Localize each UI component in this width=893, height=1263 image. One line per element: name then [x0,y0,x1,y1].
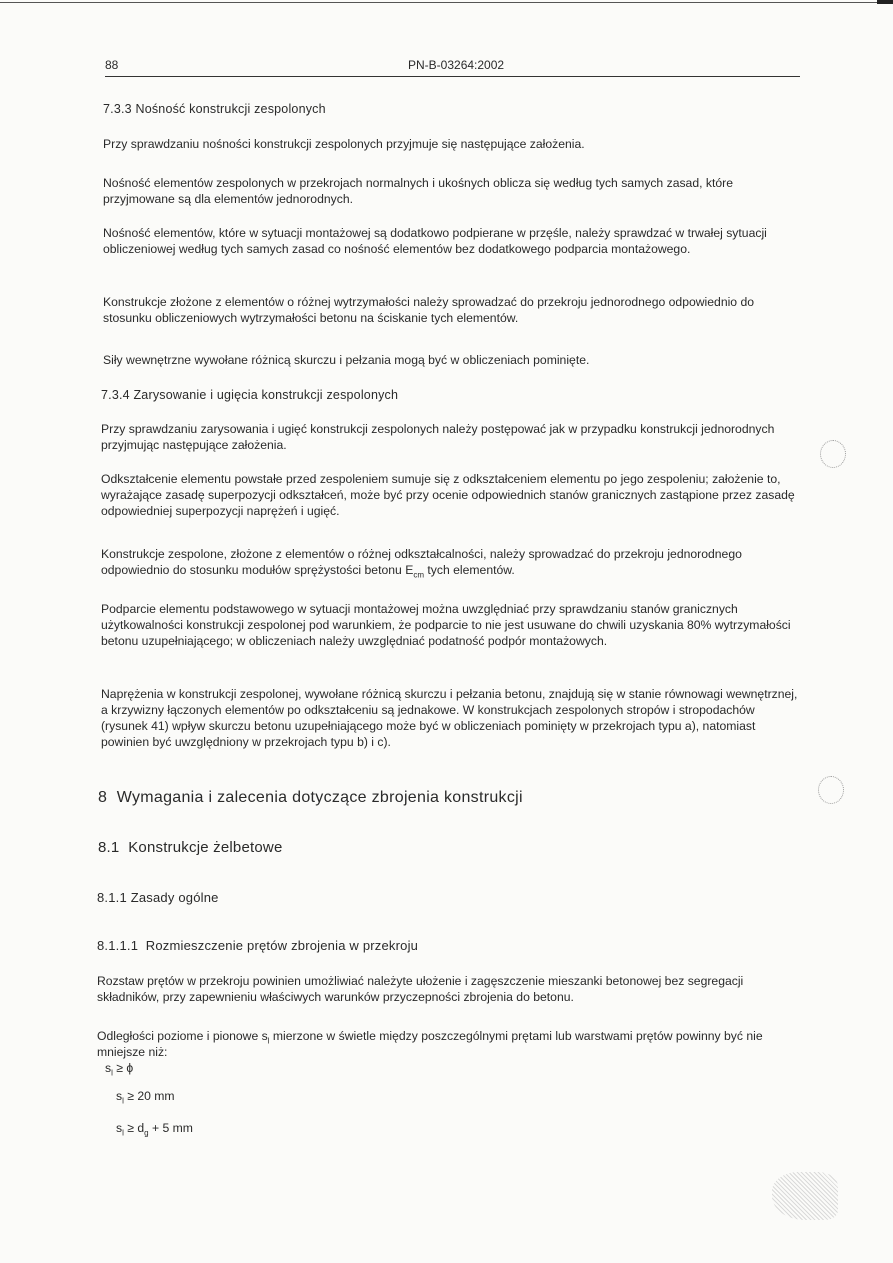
scan-artifact [772,1172,838,1220]
paragraph: Odległości poziome i pionowe $s_l$ mierzone w świetle między poszczególnymi prętami lub warstwami prętów powinny być nie mniejsze niż: [97,1029,763,1059]
paragraph: Odkształcenie elementu powstałe przed zespoleniem sumuje się z odkształceniem elementu po jego zespoleniu; założenie to, wyrażające zasadę superpozycji odkształceń, może być przy ocenie odpowiednich stanów granicznych zastąpione przez zasadę odpowiedniej superpozycji naprężeń i ugięć. [101,472,795,518]
paragraph: Siły wewnętrzne wywołane różnicą skurczu i pełzania mogą być w obliczeniach pominięte. [103,353,590,367]
scan-top-edge [0,2,893,3]
page-header [105,58,800,78]
paragraph: Nośność elementów, które w sytuacji montażowej są dodatkowo podpierane w przęśle, należy sprawdzać w trwałej sytuacji obliczeniowej według tych samych zasad co nośność elementów bez dodatkowego podparcia montażowego. [103,226,767,256]
paragraph-text: tych elementów. [427,563,515,577]
page-number: 88 [105,58,119,72]
header-rule [105,76,800,77]
scan-edge-mark [877,0,893,4]
section-heading-8-1-1: 8.1.1 Zasady ogólne [97,890,219,905]
paragraph-text: Konstrukcje zespolone, złożone z elementów o różnej odkształcalności, należy sprowadzać do przekroju jednorodnego odpowiednio do stosunku modułów sprężystości betonu [101,547,742,577]
paragraph: Przy sprawdzaniu zarysowania i ugięć konstrukcji zespolonych należy postępować jak w przypadku konstrukcji jednorodnych przyjmując następujące założenia. [101,422,775,452]
paragraph: Przy sprawdzaniu nośności konstrukcji zespolonych przyjmuje się następujące założenia. [103,137,585,151]
modulus-symbol: $E_{cm}$ [405,563,425,580]
paragraph: Nośność elementów zespolonych w przekrojach normalnych i ukośnych oblicza się według tych samych zasad, które przyjmowane są dla elementów jednorodnych. [103,176,733,206]
standard-code: PN-B-03264:2002 [408,58,505,72]
section-heading-8-1: 8.1 Konstrukcje żelbetowe [98,839,283,856]
section-heading-7-3-4: 7.3.4 Zarysowanie i ugięcia konstrukcji zespolonych [101,388,399,402]
paragraph: Konstrukcje złożone z elementów o różnej wytrzymałości należy sprowadzać do przekroju jednorodnego odpowiednio do stosunku obliczeniowych wytrzymałości betonu na ściskanie tych elementów. [103,295,755,325]
formula-min-20mm: $s_l \ge 20$ mm [116,1089,175,1106]
scan-artifact [820,440,846,468]
paragraph [101,546,800,578]
section-heading-7-3-3: 7.3.3 Nośność konstrukcji zespolonych [103,102,326,116]
paragraph: Naprężenia w konstrukcji zespolonej, wywołane różnicą skurczu i pełzania betonu, znajdują się w stanie równowagi wewnętrznej, a krzywizny łączonych elementów po odkształceniu są jednakowe. W konstrukcjach zespolonych stropów i stropodachów (rysunek 41) wpływ skurczu betonu uzupełniającego może być w obliczeniach pominięty w przekrojach typu a), natomiast powinien być uwzględniony w przekrojach typu b) i c). [101,687,798,749]
paragraph: Podparcie elementu podstawowego w sytuacji montażowej można uwzględniać przy sprawdzaniu stanów granicznych użytkowalności konstrukcji zespolonej pod warunkiem, że podparcie to nie jest usuwane do chwili uzyskania 80% wytrzymałości betonu uzupełniającego; w obliczeniach należy uwzględniać podatność podpór montażowych. [101,602,791,648]
formula-min-aggregate: $s_l \ge d_g + 5$ mm [116,1121,193,1138]
section-heading-8-1-1-1: 8.1.1.1 Rozmieszczenie prętów zbrojenia w przekroju [97,938,419,953]
chapter-heading-8: 8 Wymagania i zalecenia dotyczące zbrojenia konstrukcji [98,789,523,806]
paragraph: Rozstaw prętów w przekroju powinien umożliwiać należyte ułożenie i zagęszczenie mieszanki betonowej bez segregacji składników, przy zapewnieniu właściwych warunków przyczepności zbrojenia do betonu. [97,974,744,1004]
scan-artifact [818,776,844,804]
formula-min-diameter: $s_l \ge \phi$ [105,1061,134,1078]
spacing-symbol: $s_l$ [261,1029,270,1046]
